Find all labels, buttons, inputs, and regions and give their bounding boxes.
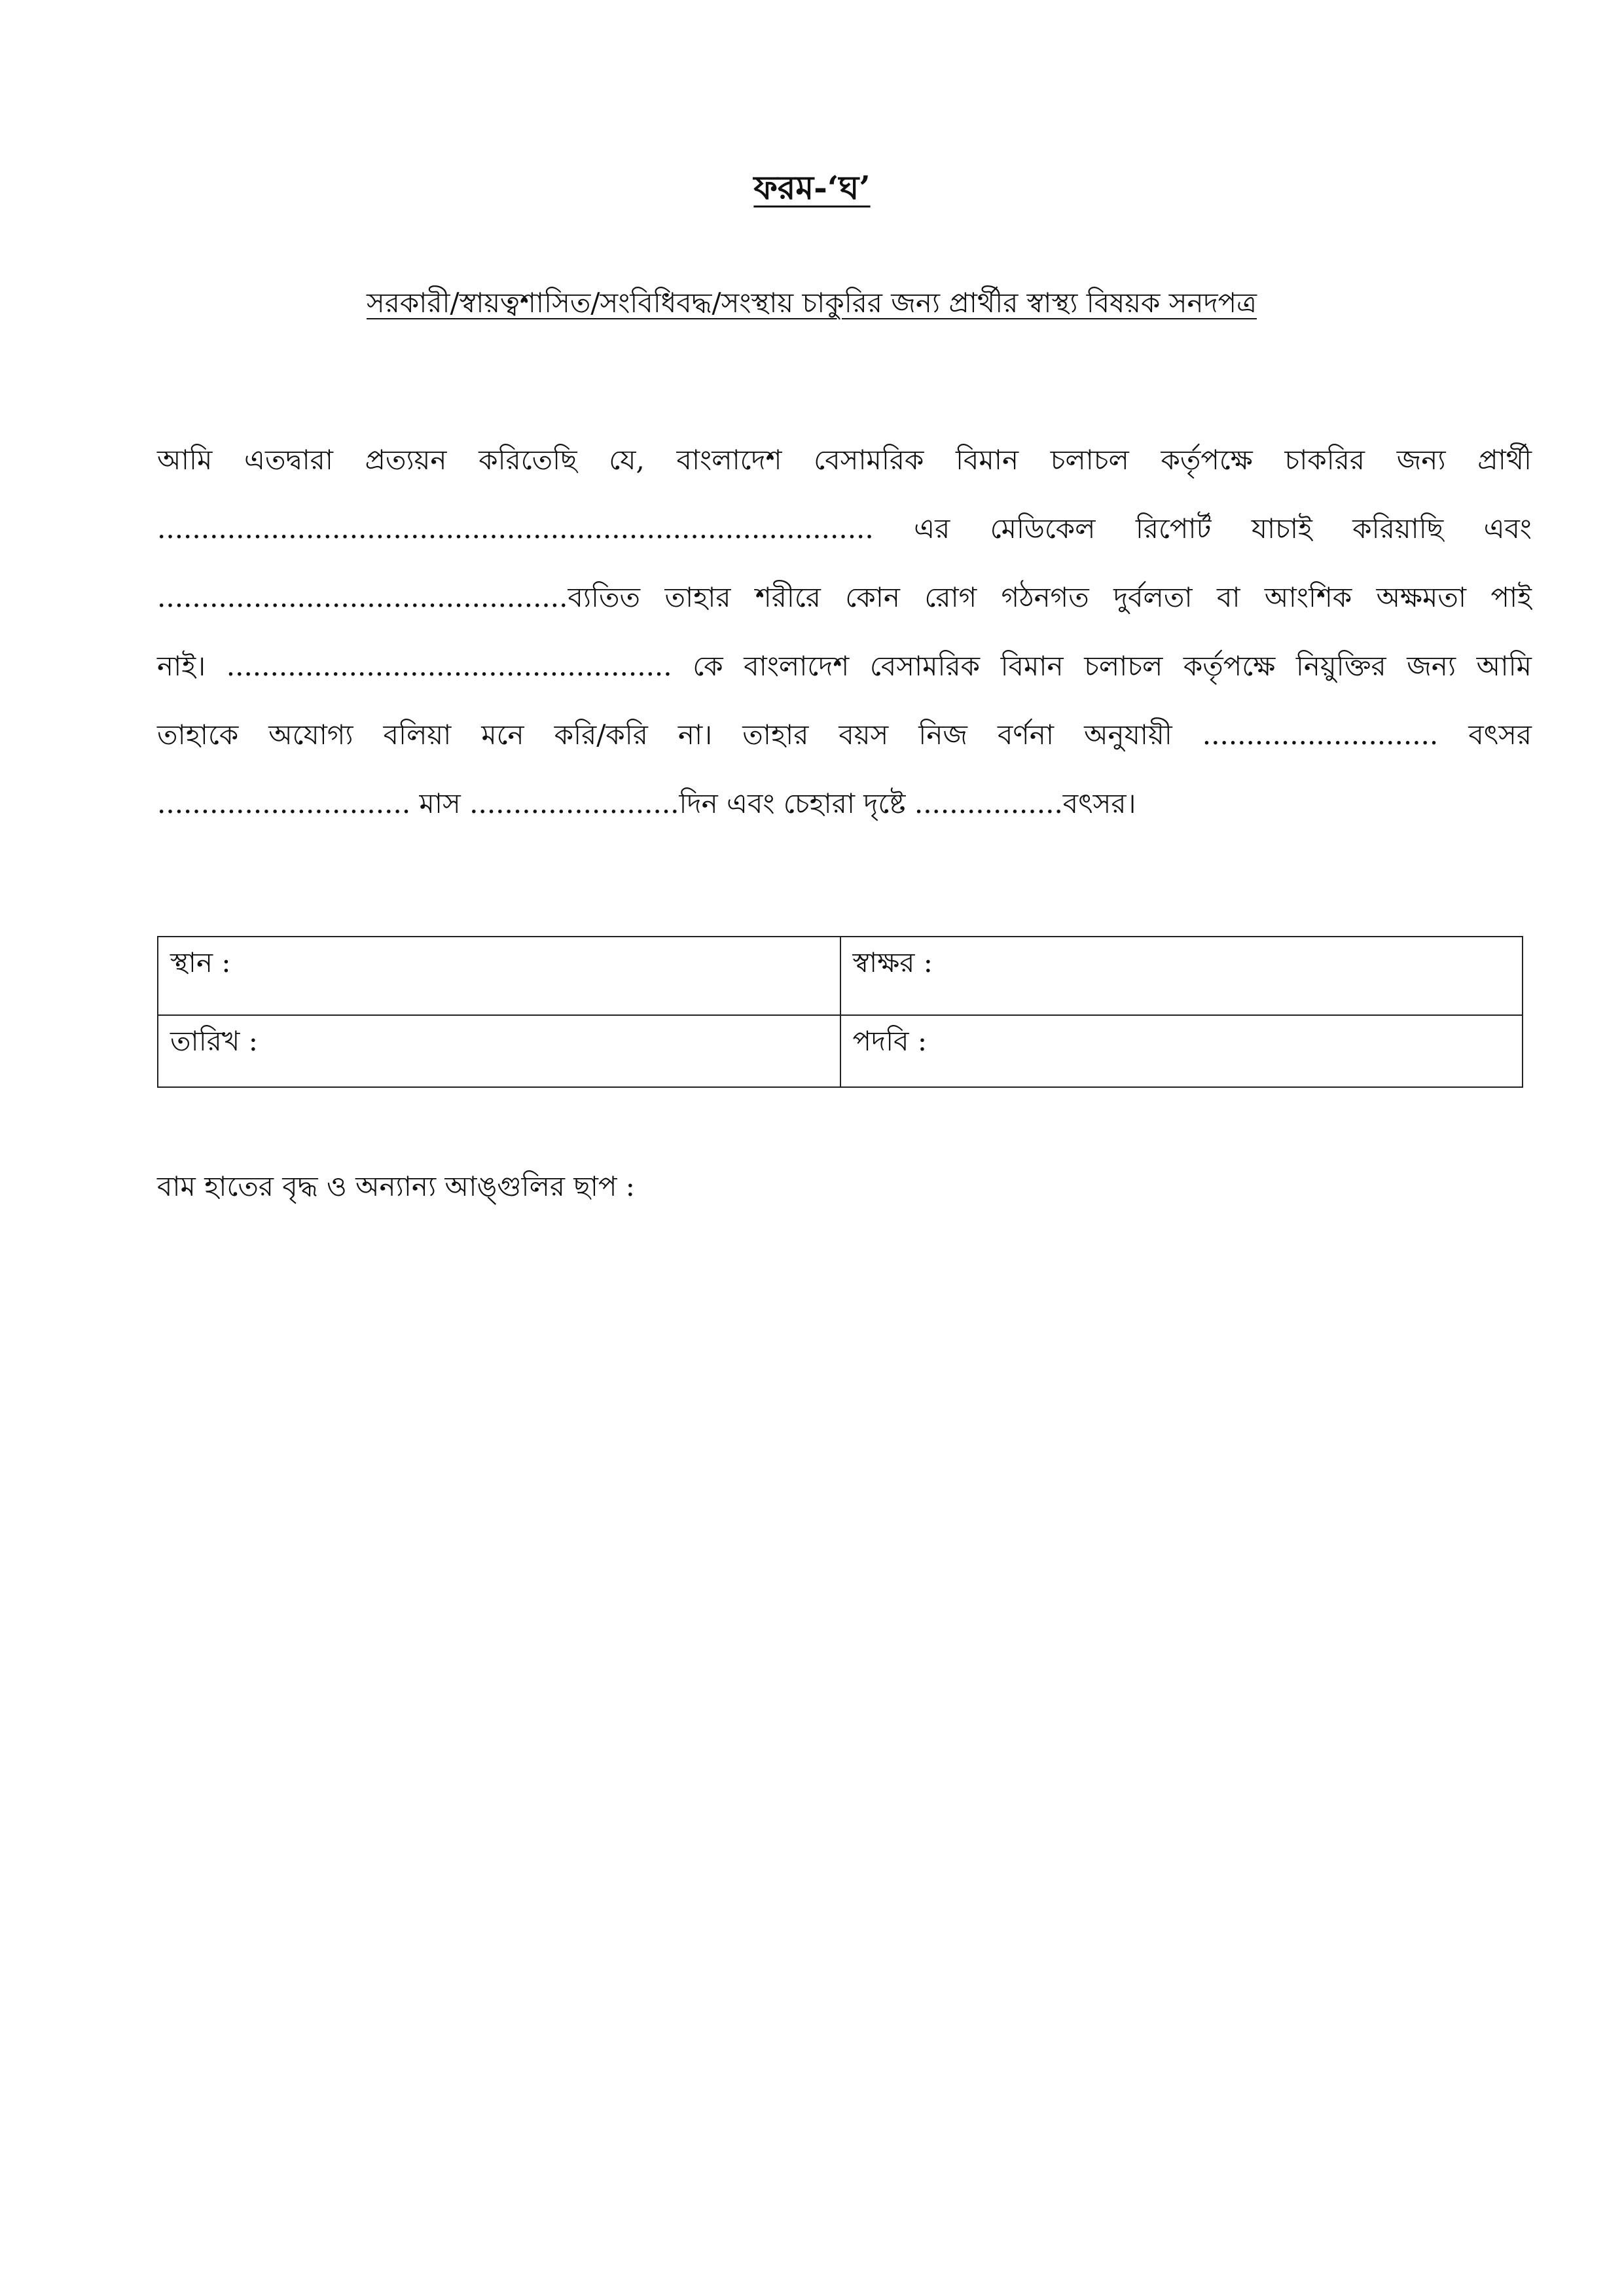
body-line-2: .................................................................................. এর মেডিকেল রিপোর্ট যাচাই করিয়াছি এবং <box>157 512 1532 545</box>
designation-label: পদবি : <box>852 1025 927 1057</box>
date-cell <box>158 1015 840 1087</box>
signature-cell <box>840 937 1523 1015</box>
table-row <box>158 1015 1523 1087</box>
body-line-1: আমি এতদ্বারা প্রত্যয়ন করিতেছি যে, বাংলাদেশ বেসামরিক বিমান চলাচল কর্তৃপক্ষে চাকরির জন্য প্রার্থী <box>157 444 1532 476</box>
fingerprint-label: বাম হাতের বৃদ্ধ ও অন্যান্য আঙ্গুলির ছাপ : <box>157 1170 635 1202</box>
place-cell <box>158 937 840 1015</box>
form-subtitle <box>131 281 1492 328</box>
form-title-text: ফরম-‘ঘ’ <box>753 168 871 207</box>
date-label: তারিখ : <box>170 1025 258 1057</box>
signature-table <box>157 936 1523 1088</box>
place-label: স্থান : <box>170 946 231 978</box>
table-row <box>158 937 1523 1015</box>
certificate-body <box>157 425 1532 838</box>
designation-cell <box>840 1015 1523 1087</box>
body-line-6: ............................. মাস ........................দিন এবং চেহারা দৃষ্টে .................বৎসর। <box>157 787 1136 819</box>
signature-label: স্বাক্ষর : <box>852 946 933 978</box>
form-title <box>0 164 1624 218</box>
form-subtitle-text: সরকারী/স্বায়ত্বশাসিত/সংবিধিবদ্ধ/সংস্থায় চাকুরির জন্য প্রার্থীর স্বাস্থ্য বিষয়ক সনদপত্র <box>367 287 1257 319</box>
body-line-5: তাহাকে অযোগ্য বলিয়া মনে করি/করি না। তাহার বয়স নিজ বর্ণনা অনুযায়ী ........................... বৎসর <box>157 719 1532 751</box>
body-line-4: নাই। ................................................... কে বাংলাদেশ বেসামরিক বিমান চলাচল কর্তৃপক্ষে নিয়ুক্তির জন্য আমি <box>157 650 1532 682</box>
body-line-3: ...............................................ব্যতিত তাহার শরীরে কোন রোগ গঠনগত দুর্বলতা বা আংশিক অক্ষমতা পাই <box>157 581 1532 613</box>
